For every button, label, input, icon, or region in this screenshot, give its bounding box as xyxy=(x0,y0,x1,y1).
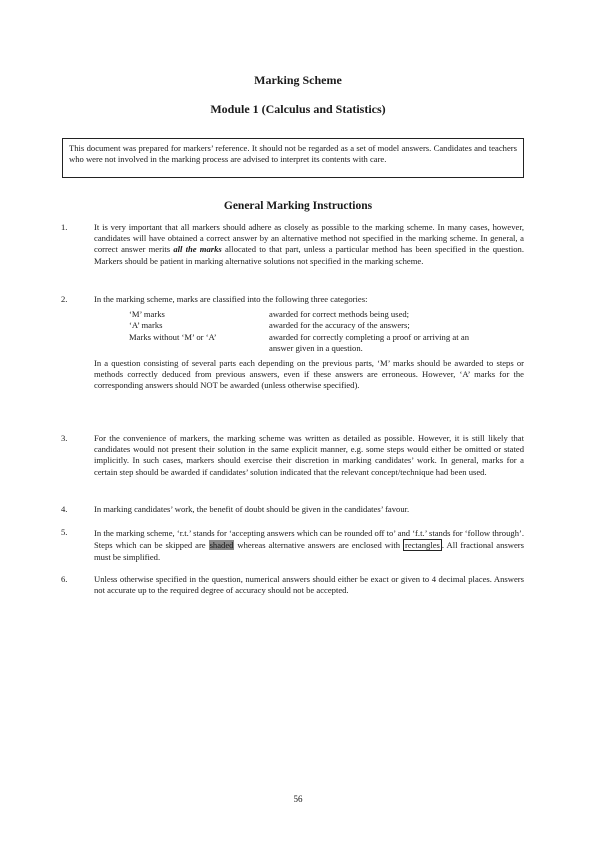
item-number-1: 1. xyxy=(61,222,68,232)
section-heading: General Marking Instructions xyxy=(223,200,373,212)
instruction-5-text-a: In the marking scheme, ‘r.t.’ stands for ‘accepting answers which can be rounded off to’ and ‘f.t.’ stands for ‘follow through’. Steps which can be skipped are xyxy=(94,528,524,550)
page-number: 56 xyxy=(293,794,303,804)
item-number-3: 3. xyxy=(61,433,68,443)
item-number-2: 2. xyxy=(61,294,68,304)
category-description: awarded for the accuracy of the answers; xyxy=(269,320,410,331)
instruction-6: Unless otherwise specified in the question, numerical answers should either be exact or given to 4 decimal places. Answers not accurate up to the required degree of accuracy should not be accepted. xyxy=(94,574,524,596)
shaded-example: shaded xyxy=(209,540,234,550)
category-mark: Marks without ‘M’ or ‘A’ xyxy=(129,331,217,342)
marks-categories-table xyxy=(94,309,469,354)
instruction-2 xyxy=(94,294,524,392)
instruction-1-text-before: It is very important that all markers should adhere as closely as possible to the marking scheme. In many cases, however, candidates will have obtained a correct answer by an alternative method not specified in the marking scheme. In general, a correct answer merits xyxy=(94,222,524,255)
instruction-3: For the convenience of markers, the marking scheme was written as detailed as possible. However, it is still likely that candidates would not present their solution in the same explicit manner, e.g. some steps would either be omitted or stated implicitly. In such cases, markers should exercise their discretion in marking candidates’ work. In general, marks for a certain step should be awarded if candidates’ solution indicated that the relevant concept/technique had been used. xyxy=(94,433,524,477)
instruction-1 xyxy=(94,222,524,267)
category-row xyxy=(94,309,469,320)
document-title: Marking Scheme xyxy=(254,73,342,87)
instruction-2-outro: In a question consisting of several parts each depending on the previous parts, ‘M’ marks should be awarded to steps or methods correctly deduced from previous answers, even if these answers are erroneous. However, ‘A’ marks for the corresponding answers should NOT be awarded (unless otherwise specified). xyxy=(94,358,524,391)
item-number-6: 6. xyxy=(61,574,68,584)
instruction-1-emphasis: all the marks xyxy=(173,244,222,255)
instruction-4: In marking candidates’ work, the benefit of doubt should be given in the candidates’ favour. xyxy=(94,504,410,514)
category-description: awarded for correctly completing a proof or arriving at an answer given in a question. xyxy=(269,331,469,353)
item-number-5: 5. xyxy=(61,527,68,537)
disclaimer-box: This document was prepared for markers’ reference. It should not be regarded as a set of model answers. Candidates and teachers who were not involved in the marking process are advised to interpret its contents with care. xyxy=(62,138,524,178)
instruction-5-text-b: whereas alternative answers are enclosed with xyxy=(234,540,404,550)
item-number-4: 4. xyxy=(61,504,68,514)
category-row xyxy=(94,320,469,331)
rectangle-example: rectangles xyxy=(405,540,440,550)
category-row xyxy=(94,332,469,354)
category-mark: ‘A’ marks xyxy=(129,320,163,331)
document-subtitle: Module 1 (Calculus and Statistics) xyxy=(210,102,386,116)
category-mark: ‘M’ marks xyxy=(129,309,165,320)
instruction-5-text-c: . All fractional answers must be simplified. xyxy=(94,540,524,562)
instruction-5 xyxy=(94,527,524,563)
instruction-1-text-after: allocated to that part, unless a particular method has been specified in the question. Markers should be patient in marking alternative solutions not specified in the marking scheme. xyxy=(94,244,524,266)
instruction-2-intro: In the marking scheme, marks are classified into the following three categories: xyxy=(94,294,368,304)
category-description: awarded for correct methods being used; xyxy=(269,309,410,320)
